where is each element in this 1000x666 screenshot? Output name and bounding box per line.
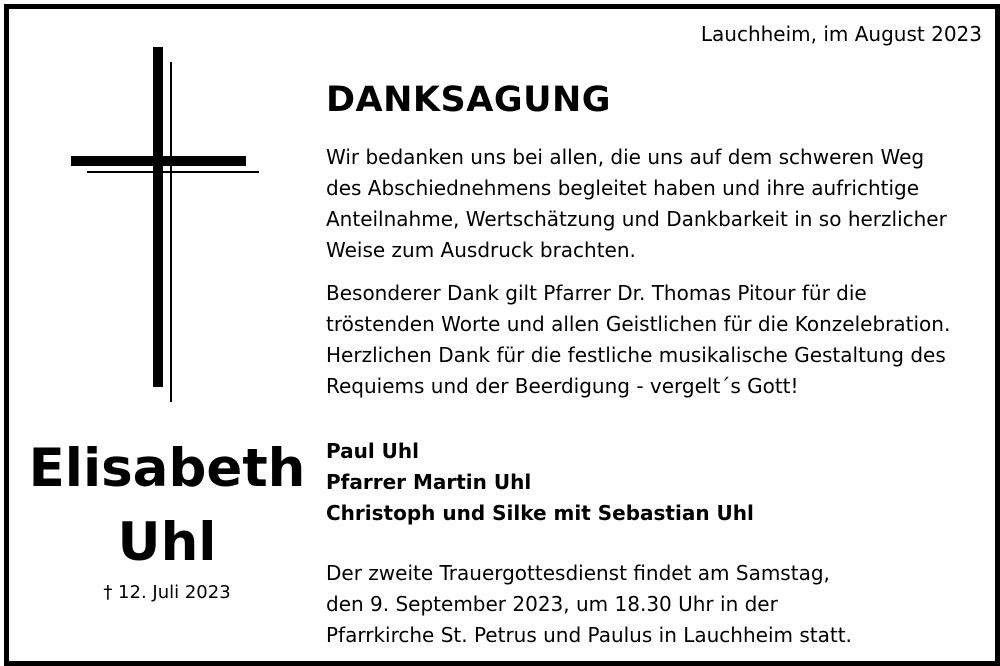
paragraph-line: des Abschiednehmens begleitet haben und ihre aufrichtige [326, 176, 920, 200]
place-date: Lauchheim, im August 2023 [700, 22, 982, 46]
signer: Pfarrer Martin Uhl [326, 470, 532, 494]
paragraph-line: Besonderer Dank gilt Pfarrer Dr. Thomas Pitour für die [326, 281, 867, 305]
paragraph-line: Der zweite Trauergottesdienst findet am Samstag, [326, 561, 830, 585]
cross-vertical-bar [153, 47, 163, 387]
paragraph-line: Wir bedanken uns bei allen, die uns auf dem schweren Weg [326, 145, 925, 169]
notice-title: DANKSAGUNG [326, 80, 612, 120]
signer: Paul Uhl [326, 439, 420, 463]
cross-horizontal-bar [71, 156, 246, 166]
paragraph-line: Requiems und der Beerdigung - vergelt´s Gott! [326, 374, 799, 398]
paragraph-special-thanks [326, 278, 950, 402]
cross-vertical-line [170, 62, 172, 402]
paragraph-line: Herzlichen Dank für die festliche musikalische Gestaltung des [326, 343, 946, 367]
cross-horizontal-line [87, 171, 259, 173]
paragraph-thanks [326, 142, 947, 266]
signers-list [326, 436, 754, 529]
paragraph-line: den 9. September 2023, um 18.30 Uhr in der [326, 592, 778, 616]
deceased-first-name: Elisabeth [28, 438, 306, 499]
paragraph-line: Pfarrkirche St. Petrus und Paulus in Lauchheim statt. [326, 623, 852, 647]
signer: Christoph und Silke mit Sebastian Uhl [326, 501, 754, 525]
death-date: † 12. Juli 2023 [103, 582, 231, 603]
paragraph-line: Anteilnahme, Wertschätzung und Dankbarkeit in so herzlicher [326, 207, 947, 231]
paragraph-line: tröstenden Worte und allen Geistlichen für die Konzelebration. [326, 312, 951, 336]
deceased-last-name: Uhl [117, 512, 217, 573]
paragraph-line: Weise zum Ausdruck brachten. [326, 238, 636, 262]
paragraph-service [326, 558, 852, 651]
